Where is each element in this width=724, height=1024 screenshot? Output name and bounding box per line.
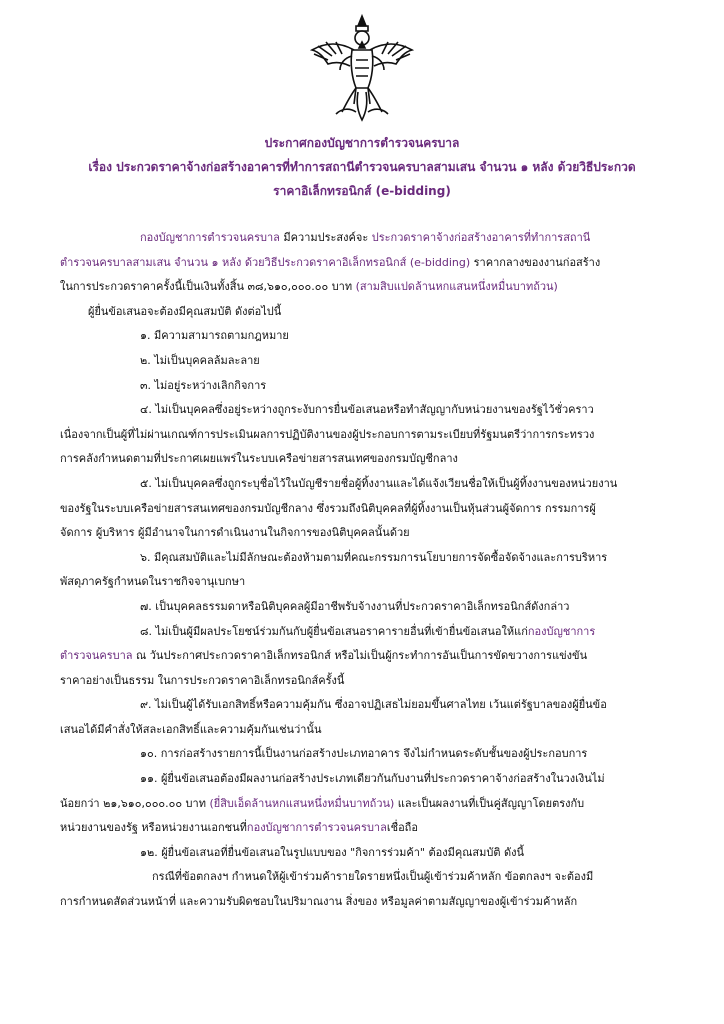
project-name: ประกวดราคาจ้างก่อสร้างอาคารที่ทำการสถานี [371,231,591,244]
qualification-text: และเป็นผลงานที่เป็นคู่สัญญาโดยตรงกับ [394,796,585,810]
intro-text: มีความประสงค์จะ [279,231,372,244]
qualification-item: ๑๐. การก่อสร้างรายการนี้เป็นงานก่อสร้างปะเภทอาคาร จึงไม่กำหนดระดับชั้นของผู้ประกอบการ [140,747,588,761]
qualification-item: ๔. ไม่เป็นบุคคลซึ่งอยู่ระหว่างถูกระงับการยื่นข้อเสนอหรือทำสัญญากับหน่วยงานของรัฐไว้ชั่วคราว [140,403,594,417]
announcement-subject: เรื่อง ประกวดราคาจ้างก่อสร้างอาคารที่ทำการสถานีตำรวจนครบาลสามเสน จำนวน ๑ หลัง ด้วยวิธีประกวด [88,160,636,174]
qualification-item [88,620,688,645]
intro-line [88,226,688,251]
qualification-item-cont: ราคาอย่างเป็นธรรม ในการประกวดราคาอิเล็กทรอนิกส์ครั้งนี้ [60,673,345,687]
qualification-item-cont: เนื่องจากเป็นผู้ที่ไม่ผ่านเกณฑ์การประเมินผลการปฏิบัติงานของผู้ประกอบการตามระเบียบที่รัฐมนตรีว่าการกระทรวง [60,427,595,441]
agency-name: กองบัญชาการตำรวจนครบาล [246,821,387,835]
qualification-item-cont: จัดการ ผู้บริหาร ผู้มีอำนาจในการดำเนินงานในกิจการของนิติบุคคลนั้นด้วย [60,526,410,540]
qualification-text: หน่วยงานของรัฐ หรือหน่วยงานเอกชนที่ [60,821,247,835]
qualification-text: ณ วันประกาศประกวดราคาอิเล็กทรอนิกส์ หรือไม่เป็นผู้กระทำการอันเป็นการขัดขวางการแข่งขัน [132,649,588,663]
intro-line [60,275,688,300]
qualification-item-cont [60,792,688,817]
agency-name: กองบัญชาการ [527,624,596,638]
joint-venture-condition: กรณีที่ข้อตกลงฯ กำหนดให้ผู้เข้าร่วมค้ารายใดรายหนึ่งเป็นผู้เข้าร่วมค้าหลัก ข้อตกลงฯ จะต้องมี [152,870,594,884]
qualification-item: ๒. ไม่เป็นบุคคลล้มละลาย [140,353,260,367]
qualification-item-cont: ของรัฐในระบบเครือข่ายสารสนเทศของกรมบัญชีกลาง ซึ่งรวมถึงนิติบุคคลที่ผู้ทิ้งงานเป็นหุ้นส่วนผู้จัดการ กรรมการผู้ [60,501,596,515]
qualification-item-cont: การคลังกำหนดตามที่ประกาศเผยแพร่ในระบบเครือข่ายสารสนเทศของกรมบัญชีกลาง [60,452,458,466]
qualification-item: ๓. ไม่อยู่ระหว่างเลิกกิจการ [140,378,267,392]
document-body [60,226,688,915]
qualification-item: ๙. ไม่เป็นผู้ได้รับเอกสิทธิ์หรือความคุ้มกัน ซึ่งอาจปฏิเสธไม่ยอมขึ้นศาลไทย เว้นแต่รัฐบาลของผู้ยื่นข้อ [140,698,607,712]
qualification-item: ๑. มีความสามารถตามกฎหมาย [140,329,289,343]
budget-amount-words: (สามสิบแปดล้านหกแสนหนึ่งหมื่นบาทถ้วน) [355,280,558,294]
intro-line [60,251,688,276]
experience-amount-words: (ยี่สิบเอ็ดล้านหกแสนหนึ่งหมื่นบาทถ้วน) [209,796,395,810]
announcement-subject-cont: ราคาอิเล็กทรอนิกส์ (e-bidding) [273,184,451,198]
qualification-item: ๑๑. ผู้ยื่นข้อเสนอต้องมีผลงานก่อสร้างประเภทเดียวกันกับงานที่ประกวดราคาจ้างก่อสร้างในวงเงินไม่ [140,772,605,786]
qualification-item-cont [60,644,688,669]
qualification-text: เชื่อถือ [386,821,418,835]
qualification-item-cont [60,816,688,841]
qualification-item: ๕. ไม่เป็นบุคคลซึ่งถูกระบุชื่อไว้ในบัญชีรายชื่อผู้ทิ้งงานและได้แจ้งเวียนชื่อให้เป็นผู้ทิ้งงานของหน่วยงาน [140,476,618,490]
qualification-item: ๖. มีคุณสมบัติและไม่มีลักษณะต้องห้ามตามที่คณะกรรมการนโยบายการจัดซื้อจัดจ้างและการบริหาร [140,550,608,564]
announcement-title: ประกาศกองบัญชาการตำรวจนครบาล [264,136,460,150]
garuda-emblem-icon [306,12,418,124]
qualification-item-cont: เสนอได้มีคำสั่งให้สละเอกสิทธิ์และความคุ้มกันเช่นว่านั้น [60,722,322,736]
qualification-text: ๘. ไม่เป็นผู้มีผลประโยชน์ร่วมกันกับผู้ยื่นข้อเสนอราคารายอื่นที่เข้ายื่นข้อเสนอให้แก่ [140,624,528,638]
agency-name: กองบัญชาการตำรวจนครบาล [140,231,280,244]
qualification-item: ๗. เป็นบุคคลธรรมดาหรือนิติบุคคลผู้มีอาชีพรับจ้างงานที่ประกวดราคาอิเล็กทรอนิกส์ดังกล่าว [140,599,570,613]
experience-amount: น้อยกว่า ๒๑,๖๑๐,๐๐๐.๐๐ บาท [60,796,210,810]
budget-amount: ในการประกวดราคาครั้งนี้เป็นเงินทั้งสิ้น ๓๘,๖๑๐,๐๐๐.๐๐ บาท [60,280,356,294]
qualification-item-cont: พัสดุภาครัฐกำหนดในราชกิจจานุเบกษา [60,575,246,589]
qualification-item: ๑๒. ผู้ยื่นข้อเสนอที่ยื่นข้อเสนอในรูปแบบของ "กิจการร่วมค้า" ต้องมีคุณสมบัติ ดังนี้ [140,845,525,859]
qualifications-intro: ผู้ยื่นข้อเสนอจะต้องมีคุณสมบัติ ดังต่อไปนี้ [88,304,282,318]
joint-venture-condition-cont: การกำหนดสัดส่วนหน้าที่ และความรับผิดชอบในปริมาณงาน สิ่งของ หรือมูลค่าตามสัญญาของผู้เข้าร่วมค้าหลัก [60,895,578,909]
intro-text: ราคากลางของงานก่อสร้าง [470,255,601,269]
agency-name-cont: ตำรวจนครบาล [60,649,133,663]
project-name-cont: ตำรวจนครบาลสามเสน จำนวน ๑ หลัง ด้วยวิธีประกวดราคาอิเล็กทรอนิกส์ (e-bidding) [60,255,471,269]
